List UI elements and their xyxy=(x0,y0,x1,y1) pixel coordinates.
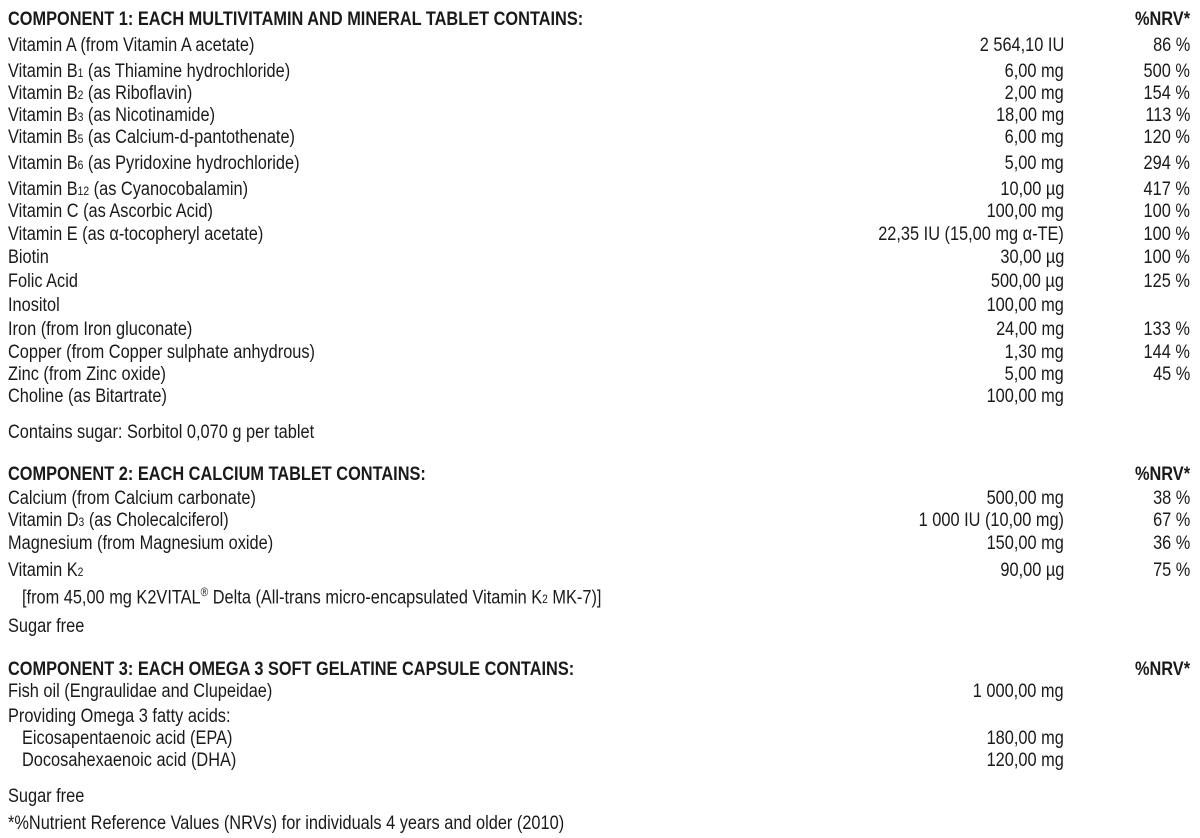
nutrient-name: Vitamin B xyxy=(8,153,78,174)
nutrient-label xyxy=(8,200,213,223)
component-2-nrv-header: %NRV* xyxy=(1134,464,1190,485)
nutrient-amount: 2 564,10 IU xyxy=(979,35,1064,56)
nutrient-amount: 6,00 mg xyxy=(1004,61,1064,82)
component-1-sugar-note: Contains sugar: Sorbitol 0,070 g per tablet xyxy=(8,422,315,443)
nutrient-amount: 100,00 mg xyxy=(986,386,1064,407)
nutrient-name: Vitamin B xyxy=(8,83,78,104)
nutrient-label xyxy=(8,34,254,57)
nutrient-name: Calcium (from Calcium carbonate) xyxy=(8,488,256,509)
nutrient-name: Vitamin C (as Ascorbic Acid) xyxy=(8,201,213,222)
nutrient-label xyxy=(8,487,256,510)
nutrient-label xyxy=(8,126,295,151)
nutrient-amount: 90,00 µg xyxy=(1000,560,1064,581)
nutrient-nrv: 133 % xyxy=(1143,319,1190,340)
nutrient-nrv: 75 % xyxy=(1152,560,1190,581)
nutrient-nrv: 294 % xyxy=(1143,153,1190,174)
nutrient-amount: 24,00 mg xyxy=(995,319,1064,340)
nutrient-name: Magnesium (from Magnesium oxide) xyxy=(8,533,274,554)
nutrient-nrv: 113 % xyxy=(1144,105,1190,126)
nutrient-amount: 500,00 mg xyxy=(986,488,1064,509)
nutrient-subscript: 5 xyxy=(77,132,84,146)
nutrient-amount: 30,00 µg xyxy=(1000,247,1064,268)
component-2-header: COMPONENT 2: EACH CALCIUM TABLET CONTAINS: xyxy=(8,464,426,485)
nutrient-nrv: 144 % xyxy=(1143,342,1190,363)
nutrient-nrv: 100 % xyxy=(1143,224,1190,245)
nutrient-nrv: 100 % xyxy=(1143,201,1190,222)
omega-label: Docosahexaenoic acid (DHA) xyxy=(22,750,237,771)
component-1-header: COMPONENT 1: EACH MULTIVITAMIN AND MINERAL TABLET CONTAINS: xyxy=(8,9,584,30)
nutrient-amount: 22,35 IU (15,00 mg α-TE) xyxy=(878,224,1064,245)
nutrient-label xyxy=(8,532,273,555)
omega-label: Eicosapentaenoic acid (EPA) xyxy=(22,728,233,749)
nutrient-label xyxy=(8,318,192,341)
nutrient-nrv: 86 % xyxy=(1152,35,1190,56)
nutrient-nrv: 67 % xyxy=(1152,510,1190,531)
nutrient-nrv: 154 % xyxy=(1143,83,1190,104)
component-1-nrv-header: %NRV* xyxy=(1134,9,1190,30)
nutrient-name: Vitamin K xyxy=(8,560,78,581)
nutrient-source: (as Cyanocobalamin) xyxy=(89,179,249,200)
nutrient-name: Folic Acid xyxy=(8,271,78,292)
nutrient-source: (as Pyridoxine hydrochloride) xyxy=(83,153,300,174)
nutrient-name: Vitamin D xyxy=(8,510,79,531)
nutrient-amount: 1 000 IU (10,00 mg) xyxy=(918,510,1064,531)
nutrient-subscript: 12 xyxy=(77,184,90,198)
nutrient-amount: 5,00 mg xyxy=(1004,153,1064,174)
nutrient-amount: 18,00 mg xyxy=(995,105,1064,126)
nutrient-name: Iron (from Iron gluconate) xyxy=(8,319,193,340)
nutrient-subscript: 3 xyxy=(78,515,85,529)
nutrient-subscript: 6 xyxy=(77,158,84,172)
component-3-header: COMPONENT 3: EACH OMEGA 3 SOFT GELATINE CAPSULE CONTAINS: xyxy=(8,659,575,680)
nutrient-subscript: 2 xyxy=(77,88,84,102)
nutrient-source: (as Cholecalciferol) xyxy=(84,510,229,531)
nutrient-label xyxy=(8,385,167,408)
nutrient-name: Vitamin B xyxy=(8,127,78,148)
nutrient-name: Vitamin A (from Vitamin A acetate) xyxy=(8,35,255,56)
nutrient-name: Biotin xyxy=(8,247,49,268)
omega-amount: 1 000,00 mg xyxy=(973,681,1064,702)
component-3-sugar-note: Sugar free xyxy=(8,786,85,807)
nutrient-subscript: 2 xyxy=(77,565,84,579)
nutrient-amount: 1,30 mg xyxy=(1004,342,1064,363)
nutrient-source: (as Riboflavin) xyxy=(83,83,193,104)
nutrient-label xyxy=(8,223,263,246)
nutrient-label xyxy=(8,246,49,269)
nutrient-label xyxy=(8,152,300,177)
nutrient-label xyxy=(8,294,60,317)
omega-label: Providing Omega 3 fatty acids: xyxy=(8,706,231,727)
nutrient-nrv: 45 % xyxy=(1152,364,1190,385)
nutrient-name: Inositol xyxy=(8,295,60,316)
nutrient-name: Vitamin B xyxy=(8,105,78,126)
nutrient-name: Vitamin B xyxy=(8,61,78,82)
omega-label: Fish oil (Engraulidae and Clupeidae) xyxy=(8,681,273,702)
nutrient-source: (as Calcium-d-pantothenate) xyxy=(83,127,296,148)
omega-amount: 180,00 mg xyxy=(986,728,1064,749)
nutrient-source: (as Nicotinamide) xyxy=(83,105,216,126)
nutrient-name: Copper (from Copper sulphate anhydrous) xyxy=(8,342,315,363)
component-2-sugar-note: Sugar free xyxy=(8,616,85,637)
nutrient-nrv: 120 % xyxy=(1143,127,1190,148)
nutrient-amount: 2,00 mg xyxy=(1004,83,1064,104)
nutrient-nrv: 417 % xyxy=(1143,179,1190,200)
nutrient-amount: 6,00 mg xyxy=(1004,127,1064,148)
nutrient-nrv: 100 % xyxy=(1143,247,1190,268)
nutrient-name: Vitamin E (as α-tocopheryl acetate) xyxy=(8,224,264,245)
k2-source-detail: [from 45,00 mg K2VITAL® Delta (All-trans micro-encapsulated Vitamin K2 MK-7)] xyxy=(22,585,602,609)
nutrient-subscript: 3 xyxy=(77,110,84,124)
nutrient-nrv: 36 % xyxy=(1152,533,1190,554)
nutrient-label xyxy=(8,341,315,364)
nutrient-amount: 150,00 mg xyxy=(986,533,1064,554)
nutrient-source: (as Thiamine hydrochloride) xyxy=(83,61,291,82)
omega-amount: 120,00 mg xyxy=(986,750,1064,771)
nutrient-name: Vitamin B xyxy=(8,179,78,200)
nutrient-subscript: 1 xyxy=(77,66,84,80)
nutrient-label xyxy=(8,363,166,386)
nutrient-label xyxy=(8,509,229,534)
component-3-nrv-header: %NRV* xyxy=(1134,659,1190,680)
nutrient-amount: 100,00 mg xyxy=(986,201,1064,222)
nutrient-amount: 5,00 mg xyxy=(1004,364,1064,385)
nutrient-nrv: 500 % xyxy=(1143,61,1190,82)
nutrient-amount: 10,00 µg xyxy=(1000,179,1064,200)
nutrient-amount: 100,00 mg xyxy=(986,295,1064,316)
nutrient-amount: 500,00 µg xyxy=(990,271,1064,292)
nutrient-label xyxy=(8,270,78,293)
nutrient-name: Zinc (from Zinc oxide) xyxy=(8,364,166,385)
nutrient-name: Choline (as Bitartrate) xyxy=(8,386,167,407)
nutrient-nrv: 38 % xyxy=(1152,488,1190,509)
nutrient-nrv: 125 % xyxy=(1143,271,1190,292)
nrv-footnote: *%Nutrient Reference Values (NRVs) for individuals 4 years and older (2010) xyxy=(8,813,565,834)
